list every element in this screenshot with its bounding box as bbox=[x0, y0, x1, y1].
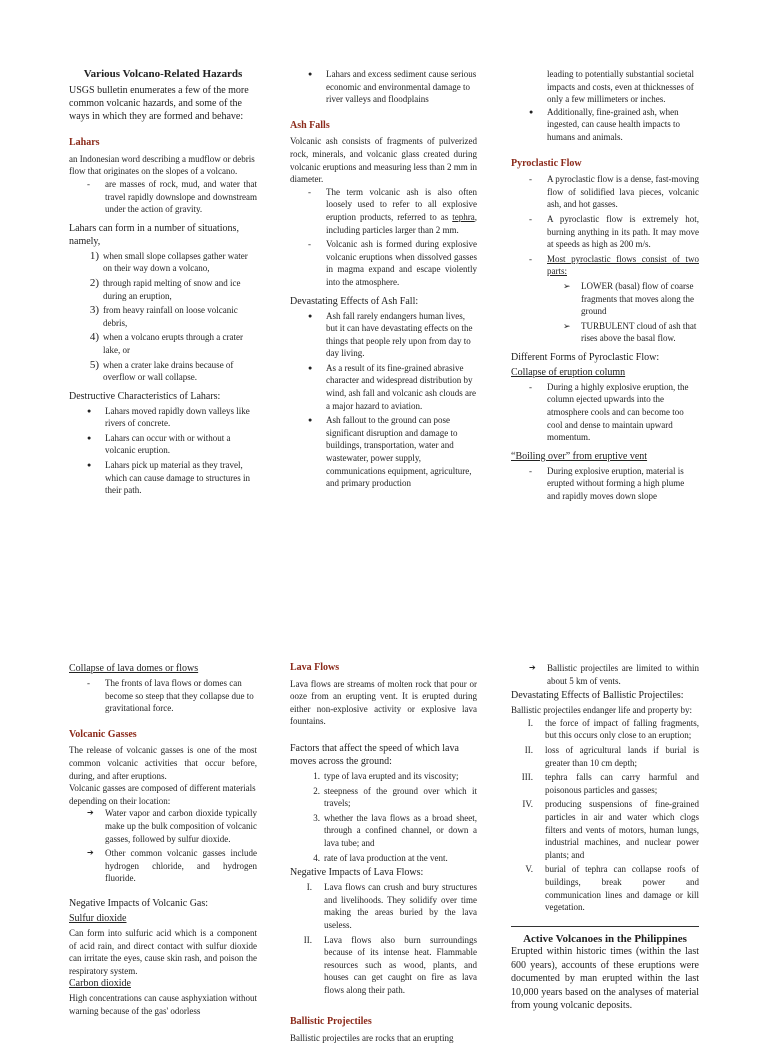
list-item: ● As a result of its fine-grained abrasive character and widespread distribution by wind, ash fall and volcanic ash clouds are a major hazard to aviation. bbox=[290, 362, 477, 412]
active-volcanoes-text: Erupted within historic times (within the last 600 years), accounts of these eruptions were documented by man erupted within the last 10,000 years based on the analyses of material from young volcanic deposits. bbox=[511, 946, 699, 1012]
list-item: 5) when a crater lake drains because of overflow or wall collapse. bbox=[89, 358, 234, 383]
ballistic-effects-list bbox=[511, 717, 699, 914]
lava-domes-heading: Collapse of lava domes or flows bbox=[69, 663, 199, 674]
ballistic-effects-intro: Ballistic projectiles endanger life and property by: bbox=[511, 705, 692, 716]
sulfur-dioxide-heading: Sulfur dioxide bbox=[69, 912, 127, 924]
lava-domes-text: - The fronts of lava flows or domes can become so steep that they collapse due to gravitational force. bbox=[69, 677, 257, 715]
list-item: 3. whether the lava flows as a broad sheet, through a confined channel, or down a lava tube; and bbox=[313, 812, 477, 848]
top-column-3 bbox=[511, 68, 699, 505]
ballistic-limit-item: ➔ Ballistic projectiles are limited to within about 5 km of vents. bbox=[511, 662, 699, 687]
ballistic-heading: Ballistic Projectiles bbox=[290, 1016, 372, 1028]
ash-health-bullet: ● Additionally, fine-grained ash, when ingested, can cause health impacts to humans and animals. bbox=[511, 106, 699, 144]
lahars-damage-bullet: ● Lahars and excess sediment cause serious economic and environmental damage to river valleys and floodplains bbox=[290, 68, 477, 106]
gasses-list bbox=[69, 807, 257, 885]
list-item: II. loss of agricultural lands if burial is greater than 10 cm depth; bbox=[524, 744, 699, 768]
carbon-dioxide-text: High concentrations can cause asphyxiation without warning because of the gas' odorless bbox=[69, 993, 257, 1016]
document-title: Various Volcano-Related Hazards bbox=[83, 68, 243, 80]
volcanic-gasses-heading: Volcanic Gasses bbox=[69, 728, 137, 740]
list-item: ➢ LOWER (basal) flow of coarse fragments that moves along the ground bbox=[511, 280, 699, 318]
list-item: ➔ Other common volcanic gasses include hydrogen chloride, and hydrogen fluoride. bbox=[69, 847, 257, 885]
pyroclastic-dash-item: - A pyroclastic flow is extremely hot, burning anything in its path. It may move at speeds as high as 200 m/s. bbox=[511, 213, 699, 251]
ballistic-effects-heading: Devastating Effects of Ballistic Projectiles: bbox=[511, 690, 684, 702]
collapse-column-heading: Collapse of eruption column bbox=[511, 366, 626, 378]
lahars-definition: an Indonesian word describing a mudflow or debris flow that originates on the slopes of a volcano. bbox=[69, 153, 255, 177]
gasses-intro: The release of volcanic gasses is one of the most common volcanic activities that occur before, during, and after eruptions. bbox=[69, 745, 257, 781]
lava-factors-list bbox=[290, 770, 477, 864]
bottom-column-3 bbox=[511, 662, 699, 1013]
pyroclastic-forms-heading: Different Forms of Pyroclastic Flow: bbox=[511, 351, 660, 363]
top-column-1 bbox=[69, 68, 257, 499]
collapse-column-text: - During a highly explosive eruption, the column ejected upwards into the atmosphere cools and can become too cool and dense to maintain upward momentum. bbox=[511, 381, 699, 444]
list-item: III. tephra falls can carry harmful and poisonous particles and gasses; bbox=[521, 772, 699, 795]
top-column-2 bbox=[290, 68, 477, 492]
intro-paragraph: USGS bulletin enumerates a few of the more common volcanic hazards, and some of the ways in which they are formed and behave: bbox=[69, 84, 249, 122]
list-item: 1) when small slope collapses gather water on their way down a volcano, bbox=[89, 249, 248, 274]
lava-flows-heading: Lava Flows bbox=[290, 662, 340, 673]
list-item: ➢ TURBULENT cloud of ash that rises above the basal flow. bbox=[511, 320, 699, 345]
tephra-term: tephra bbox=[452, 211, 475, 222]
negative-lava-heading: Negative Impacts of Lava Flows: bbox=[290, 867, 424, 879]
bottom-column-2 bbox=[290, 662, 477, 1045]
list-item: 1. type of lava erupted and its viscosity; bbox=[313, 770, 459, 781]
ash-dash-item: - Volcanic ash is formed during explosive volcanic eruptions when dissolved gasses in magma expand and escape violently into the atmosphere. bbox=[290, 238, 477, 288]
list-item: 2. steepness of the ground over which it travels; bbox=[313, 785, 477, 809]
lahars-situations-intro: Lahars can form in a number of situations, namely, bbox=[69, 222, 239, 247]
list-item: ● Lahars pick up material as they travel, which can cause damage to structures in their path. bbox=[69, 459, 257, 497]
list-item: ● Ash fallout to the ground can pose significant disruption and damage to buildings, transportation, water and wastewater, power supply, communications equipment, agriculture, and primary production bbox=[290, 414, 477, 490]
pyroclastic-heading: Pyroclastic Flow bbox=[511, 157, 582, 169]
ash-devastating-list bbox=[290, 310, 477, 490]
list-item: ● Ash fall rarely endangers human lives, but it can have devastating effects on the things that people rely upon from day to day living. bbox=[290, 310, 477, 360]
list-item: 4. rate of lava production at the vent. bbox=[313, 852, 448, 863]
list-item: IV. producing suspensions of fine-grained particles in air and water which clogs filters and vents of motors, human lungs, industrial machines, and nuclear power plants; and bbox=[522, 799, 699, 860]
destructive-list bbox=[69, 405, 257, 497]
list-item: ● Lahars moved rapidly down valleys like rivers of concrete. bbox=[69, 405, 257, 430]
ash-continued-text: leading to potentially substantial societal impacts and costs, even at thicknesses of only a few millimeters or inches. bbox=[547, 69, 694, 105]
ash-dash-item: - The term volcanic ash is also often loosely used to refer to all explosive eruption products, referred to as tephra, including particles larger than 2 mm. bbox=[290, 186, 477, 236]
list-item: II. Lava flows also burn surroundings because of its intense heat. Flammable resources such as wood, plants, and houses can get caught on fire as lava flows along their path. bbox=[303, 934, 477, 995]
list-item: V. burial of tephra can collapse roofs of buildings, break power and communication lines and damage or kill vegetation. bbox=[525, 864, 699, 913]
carbon-dioxide-heading: Carbon dioxide bbox=[69, 978, 131, 990]
list-item: 3) from heavy rainfall on loose volcanic debris, bbox=[89, 304, 238, 328]
list-item: ➔ Water vapor and carbon dioxide typically make up the bulk composition of volcanic gasses, followed by sulfur dioxide. bbox=[69, 807, 257, 845]
lahars-heading: Lahars bbox=[69, 137, 100, 149]
sulfur-dioxide-text: Can form into sulfuric acid which is a component of acid rain, and direct contact with sulfur dioxide can irritate the eyes, cause skin rash, and poison the respiratory system. bbox=[69, 927, 257, 976]
ash-definition: Volcanic ash consists of fragments of pulverized rock, minerals, and volcanic glass created during volcanic eruptions and measuring less than 2 mm in diameter. bbox=[290, 136, 477, 185]
list-item: 4) when a volcano erupts through a crater lake, or bbox=[89, 331, 243, 355]
lahars-situations-list bbox=[69, 250, 257, 384]
list-item: 2) through rapid melting of snow and ice during an eruption, bbox=[89, 276, 241, 301]
active-volcanoes-heading: Active Volcanoes in the Philippines bbox=[511, 926, 699, 946]
ash-falls-heading: Ash Falls bbox=[290, 119, 330, 131]
ash-devastating-heading: Devastating Effects of Ash Fall: bbox=[290, 295, 419, 307]
lava-flows-definition: Lava flows are streams of molten rock that pour or ooze from an erupting vent. It is erupted during either non-explosive activity or explosive lava fountains. bbox=[290, 678, 477, 727]
pyroclastic-dash-item: - Most pyroclastic flows consist of two parts: bbox=[511, 253, 699, 278]
list-item: ● Lahars can occur with or without a volcanic eruption. bbox=[69, 432, 257, 457]
list-item: I. Lava flows can crush and bury structures and livelihoods. They solidify over time making the areas buried by the lava useless. bbox=[306, 882, 477, 930]
lava-factors-heading: Factors that affect the speed of which lava moves across the ground: bbox=[290, 742, 459, 767]
destructive-heading: Destructive Characteristics of Lahars: bbox=[69, 390, 221, 402]
lahars-dash-item: - are masses of rock, mud, and water that travel rapidly downslope and downstream under the action of gravity. bbox=[69, 178, 257, 216]
list-item: I. the force of impact of falling fragments, but this occurs only close to an eruption; bbox=[527, 717, 699, 741]
gasses-composed: Volcanic gasses are composed of different materials depending on their location: bbox=[69, 783, 256, 806]
pyroclastic-parts-list bbox=[511, 280, 699, 345]
bottom-column-1 bbox=[69, 662, 257, 1017]
pyroclastic-dash-item: - A pyroclastic flow is a dense, fast-moving flow of solidified lava pieces, volcanic ash, and hot gasses. bbox=[511, 173, 699, 211]
ballistic-definition: Ballistic projectiles are rocks that an erupting bbox=[290, 1033, 454, 1044]
boiling-over-heading: “Boiling over” from eruptive vent bbox=[511, 450, 648, 462]
negative-lava-list bbox=[290, 881, 477, 996]
negative-gas-heading: Negative Impacts of Volcanic Gas: bbox=[69, 897, 209, 909]
boiling-over-text: - During explosive eruption, material is erupted without forming a high plume and rapidly moves down slope bbox=[511, 465, 699, 503]
